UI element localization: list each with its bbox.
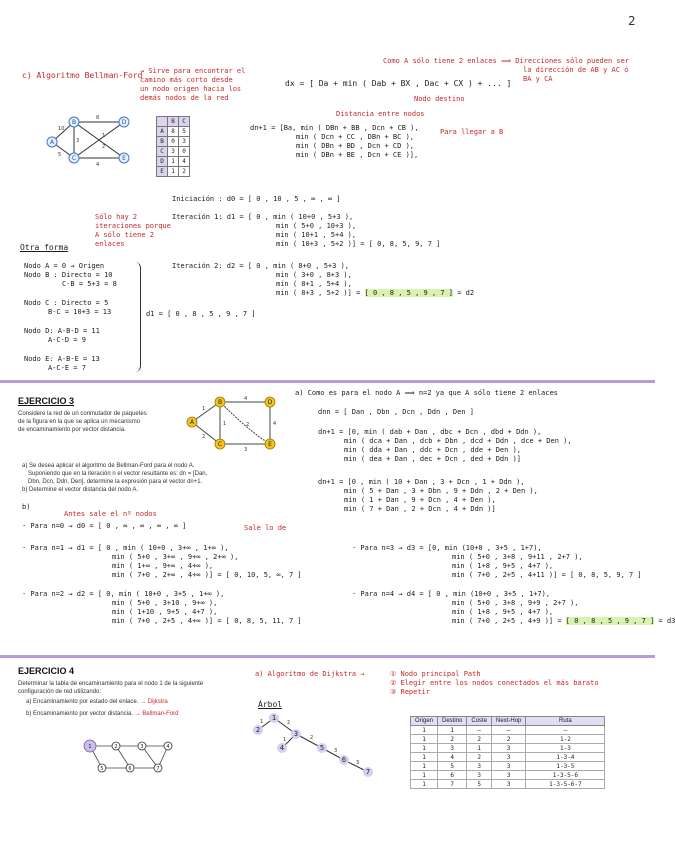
dijkstra-label: a) Algoritmo de Dijkstra → [255, 670, 365, 678]
item-note: → Dijkstra [140, 699, 168, 705]
question-line: b) Determine el vector distancia del nodo A. [22, 487, 139, 493]
question-line: a) Se desea aplicar el algoritmo de Bellman-Ford para el nodo A. [22, 463, 195, 469]
table-row [157, 127, 190, 137]
highlighted-result: [ 0 , 8 , 5 , 9 , 7 ] [565, 617, 655, 625]
p-line: min ( 5+0 , 3+10 , 9+∞ ), [112, 599, 218, 607]
desc-line: un nodo origen hacia los [140, 85, 242, 93]
node-line: C-B = 5+3 = 8 [62, 280, 117, 288]
table-cell: 1-3-5-6 [526, 771, 605, 780]
edge-weight: 1 [283, 737, 287, 743]
table-cell: 4 [438, 753, 467, 762]
node-line: Nodo C : Directo = 5 [24, 299, 109, 307]
graph-node-label: A [49, 139, 55, 146]
dn1-line: dn+1 = [0 , min ( 10 + Dan , 3 + Dcn , 1 + Ddn ), [318, 478, 525, 486]
table-cell: 1-2 [526, 735, 605, 744]
table-cell: 3 [492, 753, 526, 762]
ejercicio-3-text [18, 410, 147, 434]
ejercicio-4-text [18, 680, 203, 696]
graph-node-label: 2 [114, 744, 118, 750]
tree-node-label: 4 [279, 744, 285, 752]
node-line: B-C = 10+3 = 13 [48, 308, 112, 316]
nodo-destino-label: Nodo destino [414, 95, 465, 103]
desc-line: camino más corto desde [140, 76, 233, 84]
p-line: · Para n=2 → d2 = [ 0, min ( 10+0 , 3+5 , 1+∞ ), [22, 590, 225, 598]
table-cell: 1-3 [526, 744, 605, 753]
edge-weight: 2 [246, 422, 250, 428]
table-row [411, 726, 605, 735]
table-header-row [411, 717, 605, 726]
ex3-p3 [352, 544, 642, 580]
dn1-line: min ( 1 + Dan , 9 + Dcn , 4 + Den ), [344, 496, 496, 504]
node-line: A-C-D = 9 [48, 336, 86, 344]
table-row [157, 147, 190, 157]
table-cell: 3 [467, 762, 492, 771]
table-cell: 3 [168, 147, 179, 157]
edge-weight: 8 [96, 115, 100, 121]
p-line: min ( 5+0 , 3+8 , 9+11 , 2+7 ), [452, 553, 583, 561]
ex3-dnn: dnn = [ Dan , Dbn , Dcn , Ddn , Den ] [318, 408, 474, 416]
graph-node-label: B [71, 119, 77, 126]
iteration-note [95, 213, 171, 249]
iteration-tail: = d2 [457, 289, 475, 297]
iteration-2 [172, 262, 474, 298]
nodes-direct-list [24, 262, 117, 373]
edge-weight: 1 [260, 719, 264, 725]
p-line: min ( 1+8 , 9+5 , 4+7 ), [452, 608, 554, 616]
table-cell: 1 [411, 762, 438, 771]
table-header: B [168, 117, 179, 127]
table-cell: 2 [179, 167, 190, 177]
table-cell: — [492, 726, 526, 735]
network-graph-4 [80, 728, 184, 780]
table-cell: D [157, 157, 168, 167]
graph-node-label: D [121, 119, 127, 126]
p-line: min ( 1+8 , 9+5 , 4+7 ), [452, 562, 554, 570]
table-cell: 5 [438, 762, 467, 771]
note-line: enlaces [95, 240, 125, 248]
step-line: ① Nodo principal Path [390, 670, 481, 678]
node-line: A-C-E = 7 [48, 364, 86, 372]
dn1-line: min ( dca + Dan , dcb + Dbn , dcd + Ddn , dce + Den ), [344, 437, 572, 445]
dn1-line: min ( 5 + Dan , 3 + Dbn , 9 + Ddn , 2 + Den ), [344, 487, 538, 495]
ex3-p0: · Para n=0 → d0 = [ 0 , ∞ , ∞ , ∞ , ∞ ] [22, 522, 187, 530]
table-cell: 5 [179, 127, 190, 137]
table-cell: 3 [179, 137, 190, 147]
note-line: BA y CA [523, 75, 553, 83]
network-graph-3 [180, 392, 292, 454]
edge-weight: 4 [96, 162, 100, 168]
table-row [411, 753, 605, 762]
graph-node-label: C [217, 441, 223, 448]
p-line: min ( 1+10 , 9+5 , 4+7 ), [112, 608, 218, 616]
iteration-line: Iteración 2: d2 = [ 0 , min ( 8+0 , 5+3 ), [172, 262, 350, 270]
ejercicio-4-item-b [26, 710, 178, 718]
graph-node-label: 6 [128, 766, 132, 772]
note-line: iteraciones porque [95, 222, 171, 230]
table-cell: E [157, 167, 168, 177]
table-cell: 1 [168, 167, 179, 177]
table-cell: 5 [467, 780, 492, 789]
tree-node-label: 6 [341, 756, 347, 764]
node-line: Nodo B : Directo = 10 [24, 271, 113, 279]
edge-weight: 3 [356, 760, 360, 766]
table-cell: 1 [411, 726, 438, 735]
p-line: min ( 5+0 , 3+8 , 9+9 , 2+7 ), [452, 599, 579, 607]
bracket [135, 262, 141, 372]
edge-weight: 3 [334, 748, 338, 754]
table-cell: 1 [168, 157, 179, 167]
text-line: de encaminamiento por vector distancia. [18, 427, 126, 433]
table-cell: 1 [411, 744, 438, 753]
table-cell: 0 [168, 137, 179, 147]
desc-line: demás nodos de la red [140, 94, 229, 102]
edge-weight: 1 [223, 421, 227, 427]
tree-node-label: 5 [319, 744, 325, 752]
table-cell: 1 [411, 780, 438, 789]
bc-distance-table [156, 116, 190, 177]
ex3-b-label: b) [22, 503, 31, 511]
step-line: ③ Repetir [390, 688, 430, 696]
edge-weight: 4 [244, 396, 248, 402]
p-tail: = d3 [658, 617, 675, 625]
d1-result: d1 = [ 0 , 8 , 5 , 9 , 7 ] [146, 310, 256, 318]
graph-node-label: A [189, 419, 195, 426]
tree-node-label: 2 [255, 726, 261, 734]
iteration-line: min ( 8+1 , 5+4 ), [276, 280, 352, 288]
iniciacion-line: Iniciación : d0 = [ 0 , 10 , 5 , ∞ , ∞ ] [172, 195, 341, 203]
iteration-line: min ( 3+0 , 8+3 ), [276, 271, 352, 279]
table-cell: 6 [438, 771, 467, 780]
table-cell: 1 [411, 735, 438, 744]
ejercicio-3-questions [22, 462, 207, 494]
table-cell: 2 [467, 735, 492, 744]
note-line: Sólo hay 2 [95, 213, 138, 221]
dn-expression [250, 124, 419, 160]
table-cell: 2 [492, 735, 526, 744]
tree-node-label: 3 [293, 730, 299, 738]
p-line: min ( 7+0 , 2+5 , 4+9 )] = [452, 617, 562, 625]
table-cell: 3 [492, 771, 526, 780]
edge-weight: 10 [58, 126, 65, 132]
iteration-line: min ( 8+3 , 5+2 )] = [276, 289, 361, 297]
edge-weight: 1 [102, 133, 106, 139]
table-row [411, 762, 605, 771]
graph-node-label: D [267, 399, 273, 406]
graph-node-label: E [268, 441, 272, 448]
tree-node-label: 1 [271, 714, 277, 722]
table-cell: 2 [438, 735, 467, 744]
table-cell: 1 [411, 771, 438, 780]
text-line: Considere la red de un conmutador de paquetes [18, 411, 147, 417]
item-text: a) Encaminamiento por estado del enlace. [26, 699, 139, 705]
table-cell: 3 [492, 780, 526, 789]
section-divider [0, 380, 655, 383]
highlighted-result: [ 0 , 8 , 5 , 9 , 7 ] [364, 289, 454, 297]
p-line: min ( 7+0 , 2+5 , 4+∞ )] = [ 0, 8, 5, 11, 7 ] [112, 617, 302, 625]
table-row [411, 744, 605, 753]
dn-line: min ( Dcn + CC , DBn + BC ), [296, 133, 415, 141]
iteration-line: min ( 5+0 , 10+3 ), [276, 222, 357, 230]
text-line: configuración de red utilizando: [18, 689, 102, 695]
node-line: Nodo A = 0 → Origen [24, 262, 105, 270]
table-row [411, 735, 605, 744]
ex3-dn1-general [318, 428, 572, 464]
dijkstra-tree [250, 712, 380, 778]
table-cell: A [157, 127, 168, 137]
table-header: Coste [467, 717, 492, 726]
p-line: · Para n=4 → d4 = [ 0 , min (10+0 , 3+5 , 1+7), [352, 590, 551, 598]
para-llegar-label: Para llegar a B [440, 128, 504, 136]
table-cell: 1-3-5-6-7 [526, 780, 605, 789]
p-line: min ( 1+∞ , 9+∞ , 4+∞ ), [112, 562, 214, 570]
ex3-p4 [352, 590, 675, 626]
table-row [157, 137, 190, 147]
table-cell: 7 [438, 780, 467, 789]
table-header: C [179, 117, 190, 127]
table-header: Next-Hop [492, 717, 526, 726]
item-text: b) Encaminamiento por vector distancia. [26, 711, 134, 717]
distancia-label: Distancia entre nodos [336, 110, 425, 118]
ex3-b-note: Antes sale el nº nodos [64, 510, 157, 518]
ex3-a-label: a) Como es para el nodo A ⟹ n=2 ya que A sólo tiene 2 enlaces [295, 389, 558, 397]
table-cell: 3 [492, 762, 526, 771]
node-line: Nodo E: A-B-E = 13 [24, 355, 100, 363]
table-header: Destino [438, 717, 467, 726]
ejercicio-4-item-a [26, 698, 168, 706]
page-number: 2 [628, 14, 636, 28]
graph-node-label: E [122, 155, 126, 162]
p-line: · Para n=1 → d1 = [ 0 , min ( 10+0 , 3+∞ , 1+∞ ), [22, 544, 229, 552]
graph-node-label: 1 [88, 744, 92, 750]
table-cell: 3 [492, 744, 526, 753]
table-cell: 1-3-4 [526, 753, 605, 762]
question-line: Suponiendo que en la iteración n el vector resultante es: dn = [Dan, [28, 471, 208, 477]
edge-weight: 2 [287, 720, 291, 726]
ex3-p1 [22, 544, 302, 580]
table-cell: — [467, 726, 492, 735]
p-line: · Para n=3 → d3 = [0, min (10+0 , 3+5 , 1+7), [352, 544, 542, 552]
note-line: Como A sólo tiene 2 enlaces ⟹ Direcciones sólo pueden ser [383, 57, 630, 65]
dn-line: dn+1 = [Ba, min ( DBn + BB , Dcn + CB ), [250, 124, 419, 132]
dn1-line: min ( 7 + Dan , 2 + Dcn , 4 + Ddn )] [344, 505, 496, 513]
table-cell: 1 [467, 744, 492, 753]
network-graph-c [40, 110, 136, 170]
table-cell: — [526, 726, 605, 735]
dn1-line: dn+1 = [0, min ( dab + Dan , dbc + Dcn , dbd + Ddn ), [318, 428, 542, 436]
dn1-line: min ( dda + Dan , ddc + Dcn , dde + Den ), [344, 446, 522, 454]
step-line: ② Elegir entre los nodos conectados el más barato [390, 679, 599, 687]
ex3-b-note-2: Sale lo de [244, 524, 287, 532]
graph-node-label: 4 [166, 744, 170, 750]
table-cell: 0 [179, 147, 190, 157]
table-cell: B [157, 137, 168, 147]
table-row [411, 771, 605, 780]
question-line: Dbn, Dcn, Ddn, Den], determine la expresión para el vector dn+1. [28, 479, 203, 485]
dn-line: min ( DBn + BE , Dcn + CE )], [296, 151, 419, 159]
edge-weight: 2 [102, 144, 106, 150]
table-cell: 1 [411, 753, 438, 762]
table-cell: 4 [179, 157, 190, 167]
table-row [411, 780, 605, 789]
section-divider [0, 655, 655, 658]
table-cell: 1-3-5 [526, 762, 605, 771]
arbol-label: Árbol [258, 700, 283, 709]
iteration-line: Iteración 1: d1 = [ 0 , min ( 10+0 , 5+3 ), [172, 213, 354, 221]
p-line: min ( 7+0 , 2+∞ , 4+∞ )] = [ 0, 10, 5, ∞, 7 ] [112, 571, 302, 579]
ex3-p2 [22, 590, 302, 626]
table-cell: 3 [438, 744, 467, 753]
iteration-1 [172, 213, 440, 249]
edge-weight: 1 [202, 406, 206, 412]
table-header: Origen [411, 717, 438, 726]
graph-node-label: 5 [100, 766, 104, 772]
table-row [157, 167, 190, 177]
desc-line: → Sirve para encontrar el [140, 67, 246, 75]
table-cell: 1 [438, 726, 467, 735]
iteration-line: min ( 10+3 , 5+2 )] = [ 0, 8, 5, 9, 7 ] [276, 240, 441, 248]
ejercicio-4-title: EJERCICIO 4 [18, 666, 75, 676]
edge-weight: 3 [244, 447, 248, 453]
section-c-label: c) Algoritmo Bellman-Ford [22, 71, 143, 80]
p-line: min ( 7+0 , 2+5 , 4+11 )] = [ 0, 8, 5, 9, 7 ] [452, 571, 642, 579]
table-row [157, 117, 190, 127]
graph-node-label: B [217, 399, 223, 406]
graph-node-label: 7 [156, 766, 160, 772]
routing-table [410, 716, 605, 789]
section-c-desc [140, 67, 245, 103]
edge-weight: 2 [202, 434, 206, 440]
graph-node-label: C [71, 155, 77, 162]
edge-weight: 4 [273, 421, 277, 427]
p-line: min ( 5+0 , 3+∞ , 9+∞ , 2+∞ ), [112, 553, 239, 561]
node-line: Nodo D: A-B-D = 11 [24, 327, 100, 335]
note-line: la dirección de AB y AC ó [523, 66, 629, 74]
otra-forma-label: Otra forma [20, 243, 69, 252]
dijkstra-steps [390, 670, 599, 697]
table-header: Ruta [526, 717, 605, 726]
iteration-line: min ( 10+1 , 5+4 ), [276, 231, 357, 239]
table-cell: C [157, 147, 168, 157]
text-line: Determinar la tabla de encaminamiento para el nodo 1 de la siguiente [18, 681, 204, 687]
dn-line: min ( DBn + BD , Dcn + CD ), [296, 142, 415, 150]
dn1-line: min ( dea + Dan , dec + Dcn , ded + Ddn )] [344, 455, 522, 463]
note-line: A sólo tiene 2 [95, 231, 155, 239]
edge-weight: 2 [310, 735, 314, 741]
dx-formula: dx = [ Da + min ( Dab + BX , Dac + CX ) + ... ] [285, 79, 512, 88]
edge-weight: 5 [58, 152, 62, 158]
table-header [157, 117, 168, 127]
item-note: → Bellman-Ford [134, 711, 179, 717]
text-line: de la figura en la que se aplica un mecanismo [18, 419, 141, 425]
table-cell: 2 [467, 753, 492, 762]
ejercicio-3-title: EJERCICIO 3 [18, 396, 75, 406]
table-cell: 3 [467, 771, 492, 780]
table-row [157, 157, 190, 167]
tree-node-label: 7 [365, 768, 371, 776]
table-cell: 8 [168, 127, 179, 137]
ex3-dn1-values [318, 478, 538, 514]
graph-node-label: 3 [140, 744, 144, 750]
edge-weight: 3 [76, 138, 80, 144]
